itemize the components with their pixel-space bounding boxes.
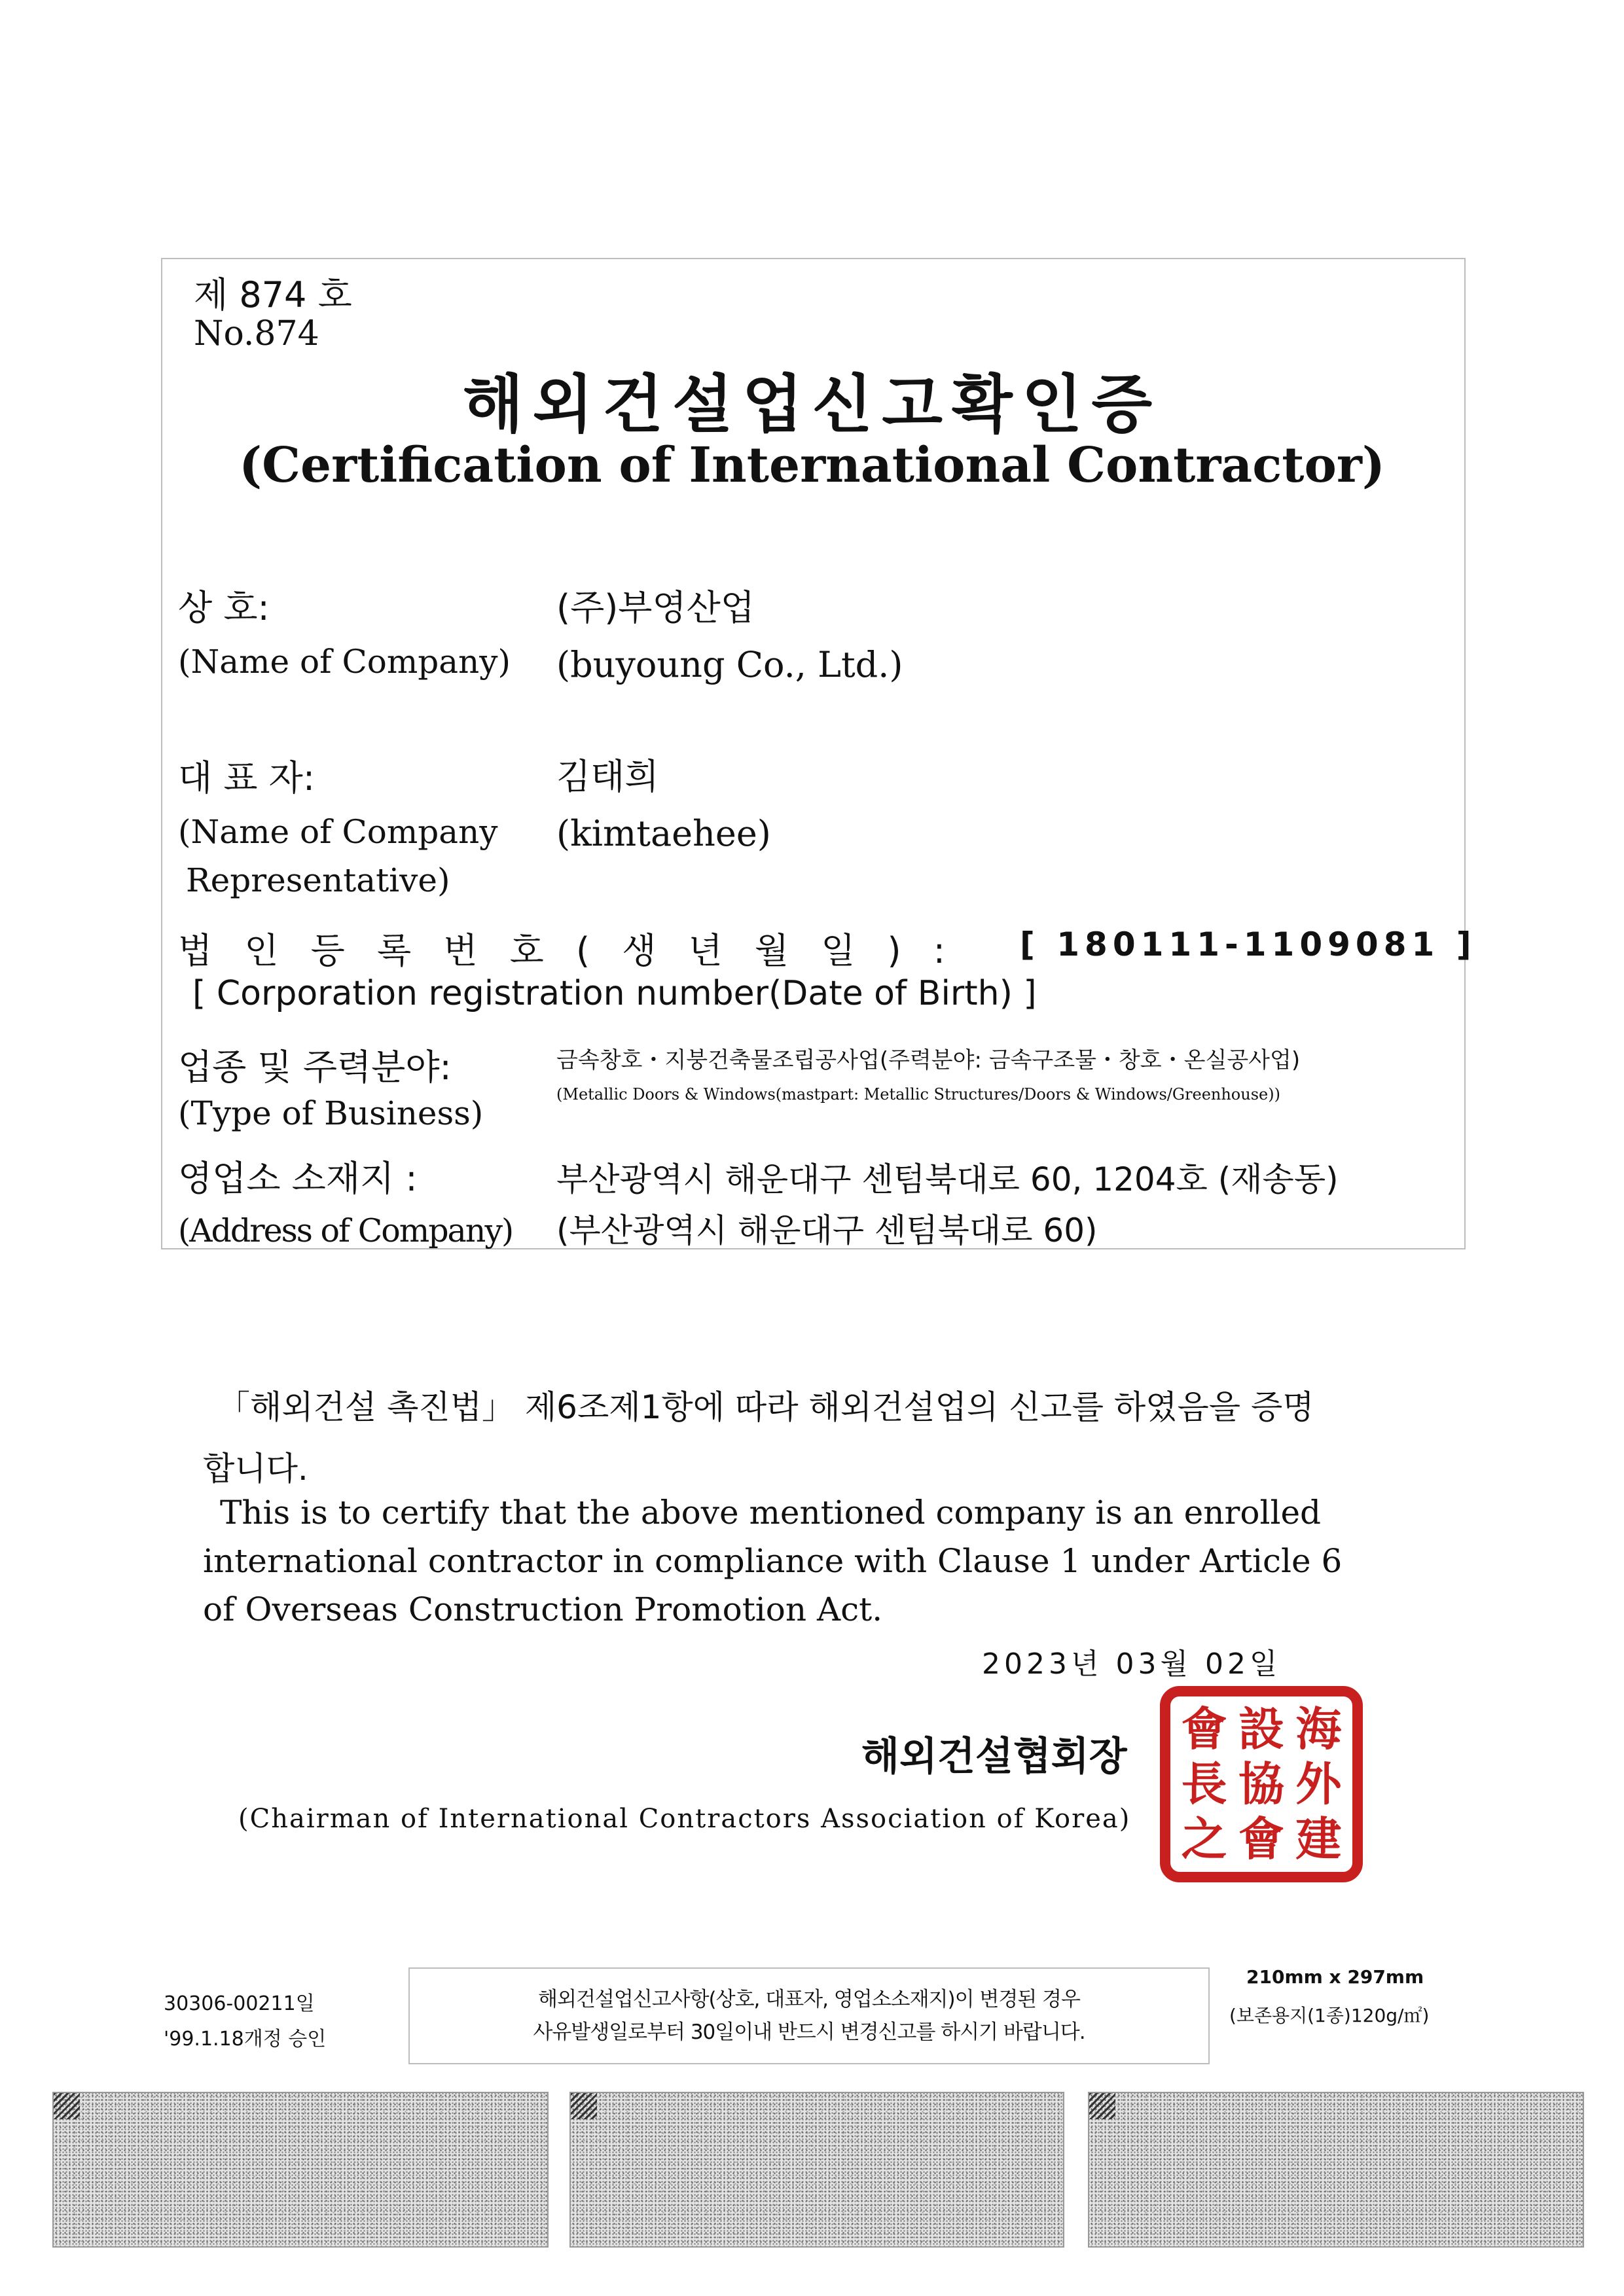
company-label-en: (Name of Company) — [178, 643, 511, 681]
issuer-title-ko: 해외건설협회장 — [861, 1734, 1127, 1780]
representative-value-ko: 김태희 — [556, 756, 659, 797]
certification-text-ko-line2: 합니다. — [203, 1450, 308, 1488]
footer-notice-box — [408, 1967, 1210, 2064]
company-value-ko: (주)부영산업 — [556, 587, 755, 628]
issuer-title-en: (Chairman of International Contractors Association of Korea) — [238, 1804, 1131, 1834]
company-label-ko: 상 호: — [178, 587, 270, 628]
pattern-corner-mark — [54, 2093, 80, 2119]
footer-revision: '99.1.18개정 승인 — [164, 2028, 327, 2051]
address-label-ko: 영업소 소재지 : — [178, 1158, 418, 1199]
representative-label-en-line1: (Name of Company — [178, 813, 498, 851]
footer-notice-line1: 해외건설업신고사항(상호, 대표자, 영업소소재지)이 변경된 경우 — [538, 1988, 1080, 2011]
address-value-line1: 부산광역시 해운대구 센텀북대로 60, 1204호 (재송동) — [556, 1160, 1339, 1198]
business-value-en: (Metallic Doors & Windows(mastpart: Metallic Structures/Doors & Windows/Greenhouse)) — [556, 1085, 1280, 1103]
pattern-corner-mark — [571, 2093, 597, 2119]
certification-text-ko-line1: 「해외건설 촉진법」 제6조제1항에 따라 해외건설업의 신고를 하였음을 증명 — [217, 1388, 1314, 1426]
security-pattern-right — [1088, 2092, 1584, 2248]
official-seal — [1160, 1686, 1363, 1882]
address-label-en: (Address of Company) — [178, 1212, 513, 1249]
company-value-en: (buyoung Co., Ltd.) — [556, 644, 903, 685]
seal-char: 會 — [1238, 1812, 1284, 1866]
seal-char: 協 — [1238, 1757, 1284, 1811]
footer-notice-line2: 사유발생일로부터 30일이내 반드시 변경신고를 하시기 바랍니다. — [533, 2020, 1085, 2044]
security-pattern-left — [52, 2092, 549, 2248]
representative-value-en: (kimtaehee) — [556, 813, 771, 854]
business-value-ko: 금속창호・지붕건축물조립공사업(주력분야: 금속구조물・창호・온실공사업) — [556, 1047, 1301, 1073]
representative-label-en-line2: Representative) — [186, 861, 450, 899]
footer-paper-size: 210mm x 297mm — [1246, 1966, 1424, 1988]
address-value-line2: (부산광역시 해운대구 센텀북대로 60) — [556, 1211, 1098, 1249]
registration-value: [ 180111-1109081 ] — [1020, 925, 1477, 963]
seal-char: 海 — [1295, 1702, 1342, 1756]
seal-char: 會 — [1181, 1702, 1227, 1756]
representative-label-ko: 대 표 자: — [178, 757, 316, 798]
registration-label-ko: 법 인 등 록 번 호 ( 생 년 월 일 ) : — [178, 930, 956, 971]
certificate-number-ko: 제 874 호 — [194, 274, 352, 315]
seal-char: 建 — [1295, 1812, 1342, 1866]
footer-form-number: 30306-00211일 — [164, 1992, 315, 2015]
seal-char: 設 — [1238, 1702, 1284, 1756]
seal-char: 外 — [1295, 1757, 1342, 1811]
security-pattern-center — [569, 2092, 1064, 2248]
business-label-ko: 업종 및 주력분야: — [178, 1047, 452, 1088]
seal-char: 之 — [1181, 1812, 1227, 1866]
seal-char: 長 — [1181, 1757, 1227, 1811]
title-ko: 해외건설업신고확인증 — [462, 368, 1162, 441]
pattern-corner-mark — [1089, 2093, 1115, 2119]
issue-date: 2023년 03월 02일 — [982, 1647, 1282, 1681]
business-label-en: (Type of Business) — [178, 1094, 484, 1132]
title-en: (Certification of International Contractor) — [239, 437, 1385, 493]
registration-label-en: [ Corporation registration number(Date of Birth) ] — [192, 974, 1037, 1013]
certification-text-en-line1: This is to certify that the above mentioned company is an enrolled — [220, 1494, 1322, 1532]
certification-text-en-line3: of Overseas Construction Promotion Act. — [203, 1590, 883, 1628]
certificate-number-en: No.874 — [194, 314, 319, 353]
certification-text-en-line2: international contractor in compliance with Clause 1 under Article 6 — [203, 1542, 1343, 1580]
footer-paper-type: (보존용지(1종)120g/㎡) — [1229, 2005, 1430, 2026]
